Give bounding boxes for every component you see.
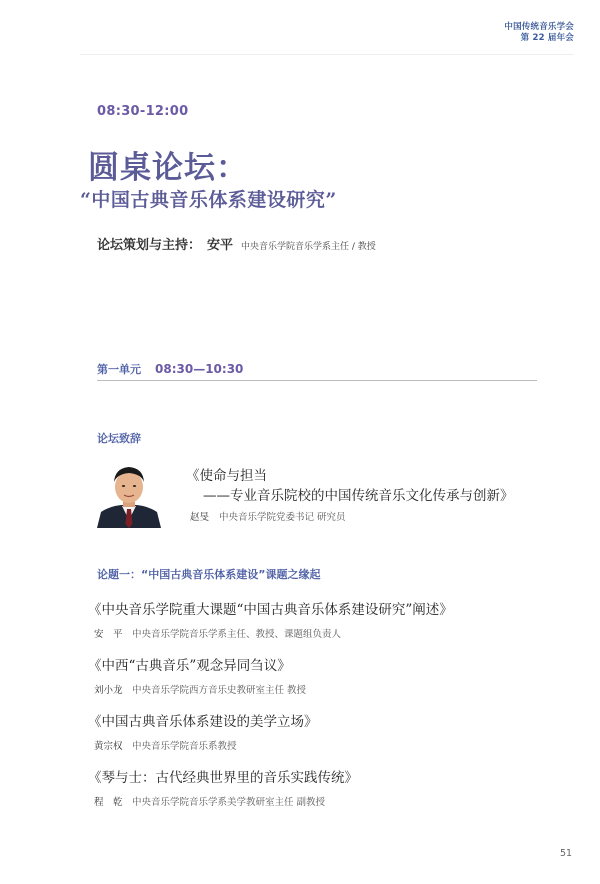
unit-name: 第一单元	[97, 363, 141, 376]
unit-time: 08:30—10:30	[155, 362, 244, 376]
talk-speaker-role: 中央音乐学院音乐学系美学教研室主任 副教授	[132, 797, 326, 808]
talk-item	[88, 598, 453, 641]
unit-heading	[97, 358, 243, 377]
talk-title: 《中国古典音乐体系建设的美学立场》	[88, 714, 318, 730]
talk-title: 《中央音乐学院重大课题“中国古典音乐体系建设研究”阐述》	[88, 602, 453, 618]
session-time: 08:30-12:00	[97, 104, 189, 119]
talk-item	[88, 654, 306, 697]
opening-label: 论坛致辞	[97, 432, 141, 445]
speaker-portrait	[95, 458, 163, 528]
talk-speaker-name: 程 乾	[94, 797, 123, 808]
talk-speaker-role: 中央音乐学院音乐学系主任、教授、课题组负责人	[132, 629, 342, 640]
forum-subtitle: “中国古典音乐体系建设研究”	[80, 189, 337, 211]
talk-title: 《中西“古典音乐”观念异同刍议》	[88, 658, 291, 674]
talk-speaker-role: 中央音乐学院音乐系教授	[132, 741, 237, 752]
topic-label: 论题一：“中国古典音乐体系建设”课题之缘起	[97, 568, 321, 581]
opening-talk-title: 《使命与担当	[186, 468, 267, 484]
talk-speaker	[94, 678, 306, 697]
opening-speaker-name: 赵旻	[190, 512, 210, 523]
portrait-icon	[95, 458, 163, 528]
opening-speaker-title: 中央音乐学院党委书记 研究员	[219, 512, 346, 523]
forum-title: 圆桌论坛：	[88, 150, 248, 186]
talk-speaker-name: 黄宗权	[94, 741, 123, 752]
unit-divider	[97, 380, 537, 381]
opening-speaker	[190, 505, 346, 524]
talk-speaker-name: 刘小龙	[94, 685, 123, 696]
talk-speaker-role: 中央音乐学院西方音乐史教研室主任 教授	[132, 685, 307, 696]
host-title: 中央音乐学院音乐学系主任 / 教授	[241, 242, 376, 252]
talk-speaker	[94, 734, 318, 753]
talk-speaker	[94, 790, 358, 809]
host-name: 安平	[207, 238, 234, 253]
running-header	[504, 22, 574, 44]
talk-item	[88, 766, 358, 809]
header-org: 中国传统音乐学会	[504, 22, 574, 32]
page-number: 51	[560, 848, 573, 859]
header-meeting: 第 22 届年会	[520, 33, 574, 43]
host-label: 论坛策划与主持：	[97, 238, 202, 253]
host-line	[97, 234, 376, 253]
talk-speaker	[94, 622, 453, 641]
talk-speaker-name: 安 平	[94, 629, 123, 640]
talk-title: 《琴与士：古代经典世界里的音乐实践传统》	[88, 770, 358, 786]
header-divider	[80, 54, 574, 55]
opening-talk-subtitle: ——专业音乐院校的中国传统音乐文化传承与创新》	[203, 488, 514, 504]
talk-item	[88, 710, 318, 753]
